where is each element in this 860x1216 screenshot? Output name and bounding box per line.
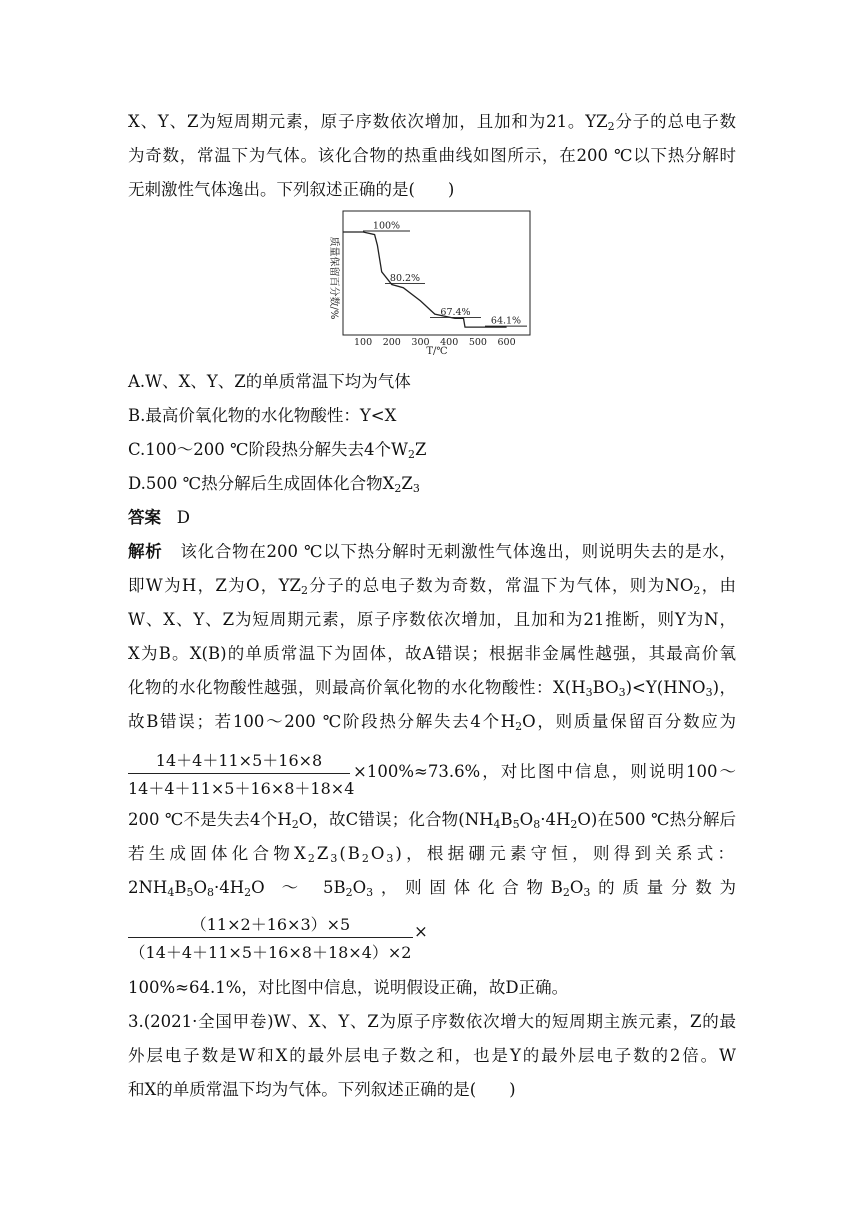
option-d: D.500 ℃热分解后生成固体化合物$X_2Z_3$ bbox=[128, 474, 420, 495]
analysis-line-9: 若生成固体化合物$X_2Z_3(B_2O_3)$，根据硼元素守恒，则得到关系式： bbox=[128, 844, 737, 865]
analysis-line-8: 200 ℃不是失去4个$H_2O$，故C错误；化合物$(NH_4B_5O_8\cdot 4H_2O)$在500 ℃热分解后 bbox=[128, 810, 736, 831]
fraction-2-denominator: （14＋4＋11×5＋16×8＋18×4）×2 bbox=[128, 937, 413, 963]
analysis-line-3: W、X、Y、Z为短周期元素，原子序数依次增加，且加和为21推断，则Y为N， bbox=[128, 610, 736, 629]
analysis-line-5: 化物的水化物酸性越强，则最高价氧化物的水化物酸性：$X(H_3BO_3)<Y(HNO_3)$， bbox=[128, 678, 737, 699]
annotation-label: 67.4% bbox=[440, 306, 471, 318]
answer-label: 答案 bbox=[128, 508, 161, 527]
chart-curve bbox=[343, 232, 507, 327]
analysis-line-2: 即W为H，Z为O，$YZ_2$分子的总电子数为奇数，常温下为气体，则为$NO_2$，由 bbox=[128, 576, 737, 597]
next-question-line-1: 3.(2021·全国甲卷)W、X、Y、Z为原子序数依次增大的短周期主族元素，Z的最 bbox=[128, 1012, 736, 1031]
fraction-1-tail: ×100%≈73.6%，对比图中信息，则说明100～ bbox=[353, 762, 736, 781]
next-question-line-2: 外层电子数是W和X的最外层电子数之和，也是Y的最外层电子数的2倍。W bbox=[128, 1046, 736, 1065]
fraction-2-numerator: （11×2＋16×3）×5 bbox=[190, 915, 351, 934]
analysis-line-1: 解析 该化合物在200 ℃以下热分解时无刺激性气体逸出，则说明失去的是水， bbox=[128, 542, 736, 561]
analysis-line-10: $2NH_4B_5O_8\cdot 4H_2O$ ～ $5B_2O_3$，则固体化合物$B_2O_3$的质量分数为 bbox=[128, 878, 736, 899]
annotation-label: 100% bbox=[372, 220, 401, 232]
x-tick-label: 400 bbox=[440, 337, 459, 348]
chart-xlabel: T/℃ bbox=[426, 346, 448, 357]
option-b: B.最高价氧化物的水化物酸性：Y<X bbox=[128, 406, 397, 425]
analysis-line-12: 100%≈64.1%，对比图中信息，说明假设正确，故D正确。 bbox=[128, 978, 569, 997]
x-tick-label: 600 bbox=[497, 337, 516, 348]
x-tick-label: 100 bbox=[354, 337, 373, 348]
thermogravimetric-chart bbox=[318, 208, 538, 358]
option-a: A.W、X、Y、Z的单质常温下均为气体 bbox=[128, 372, 411, 391]
fraction-1-numerator: 14＋4＋11×5＋16×8 bbox=[155, 751, 323, 770]
fraction-2 bbox=[128, 912, 413, 963]
annotation-label: 64.1% bbox=[490, 315, 522, 327]
analysis-label: 解析 bbox=[128, 542, 163, 561]
analysis-line-6: 故B错误；若100～200 ℃阶段热分解失去4个$H_2O$，则质量保留百分数应为 bbox=[128, 712, 736, 733]
next-question-line-3: 和X的单质常温下均为气体。下列叙述正确的是( ) bbox=[128, 1080, 516, 1099]
answer-line bbox=[128, 506, 736, 530]
x-tick-label: 300 bbox=[411, 337, 430, 348]
analysis-line-4: X为B。X(B)的单质常温下为固体，故A错误；根据非金属性越强，其最高价氧 bbox=[128, 644, 736, 663]
chart-ylabel: 质量保留百分数/% bbox=[328, 236, 339, 320]
fraction-2-tail: × bbox=[414, 922, 428, 941]
answer-value: D bbox=[176, 508, 190, 527]
question-line-3: 无刺激性气体逸出。下列叙述正确的是( ) bbox=[128, 180, 455, 199]
fraction-1-denominator: 14＋4＋11×5＋16×8＋18×4 bbox=[128, 773, 350, 799]
x-tick-label: 200 bbox=[382, 337, 401, 348]
question-line-1: X、Y、Z为短周期元素，原子序数依次增加，且加和为21。$YZ_2$分子的总电子数 bbox=[128, 112, 736, 133]
question-line-2: 为奇数，常温下为气体。该化合物的热重曲线如图所示，在200 ℃以下热分解时 bbox=[128, 146, 736, 165]
fraction-1 bbox=[128, 748, 355, 799]
x-tick-label: 500 bbox=[468, 337, 487, 348]
option-c: C.100～200 ℃阶段热分解失去4个$W_2Z$ bbox=[128, 440, 427, 461]
annotation-label: 80.2% bbox=[389, 272, 421, 284]
